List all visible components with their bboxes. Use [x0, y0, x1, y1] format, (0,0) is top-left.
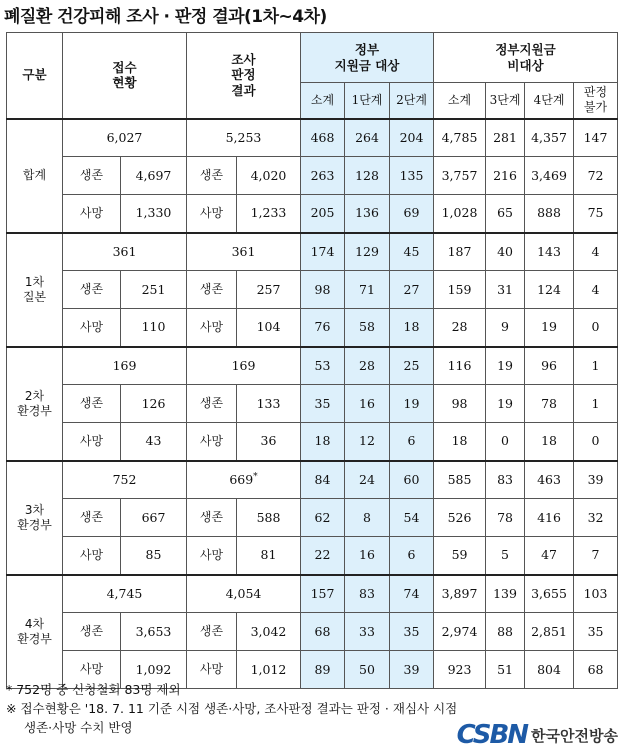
dead-label: 사망 — [63, 423, 121, 461]
judgment-alive: 133 — [237, 385, 301, 423]
judgment-total-value: 669 — [229, 472, 254, 488]
group-label: 3차 환경부 — [7, 461, 63, 575]
judgment-alive: 4,020 — [237, 157, 301, 195]
cell-g1: 58 — [345, 309, 390, 347]
cell-g1: 136 — [345, 195, 390, 233]
cell-g_sub: 68 — [301, 613, 345, 651]
reception-alive: 251 — [121, 271, 187, 309]
cell-n_sub: 187 — [434, 233, 486, 271]
cell-nu: 75 — [574, 195, 618, 233]
judgment-total — [187, 119, 301, 157]
footnote-1: * 752명 중 신청철회 83명 제외 — [6, 682, 181, 697]
cell-g2: 27 — [390, 271, 434, 309]
header-gov-support: 정부 지원금 대상 — [301, 33, 434, 83]
table-row — [7, 423, 618, 461]
dead-label: 사망 — [187, 423, 237, 461]
cell-n_sub: 28 — [434, 309, 486, 347]
reception-alive: 4,697 — [121, 157, 187, 195]
group-label: 합계 — [7, 119, 63, 233]
cell-g_sub: 62 — [301, 499, 345, 537]
cell-nu: 103 — [574, 575, 618, 613]
reception-total: 6,027 — [63, 119, 187, 157]
logo-name: 한국안전방송 — [531, 726, 618, 745]
cell-g2: 39 — [390, 651, 434, 689]
cell-n3: 31 — [486, 271, 525, 309]
cell-n4: 78 — [525, 385, 574, 423]
cell-g2: 135 — [390, 157, 434, 195]
cell-nu: 1 — [574, 385, 618, 423]
cell-g1: 16 — [345, 537, 390, 575]
cell-n_sub: 159 — [434, 271, 486, 309]
cell-n_sub: 923 — [434, 651, 486, 689]
header-judgment: 조사 판정 결과 — [187, 33, 301, 119]
cell-g2: 25 — [390, 347, 434, 385]
cell-g_sub: 22 — [301, 537, 345, 575]
header-stage3: 3단계 — [486, 83, 525, 119]
judgment-total-value: 361 — [231, 244, 256, 260]
reception-total: 4,745 — [63, 575, 187, 613]
cell-n_sub: 59 — [434, 537, 486, 575]
judgment-total-value: 5,253 — [225, 130, 262, 146]
cell-g2: 6 — [390, 423, 434, 461]
group-label: 2차 환경부 — [7, 347, 63, 461]
dead-label: 사망 — [63, 309, 121, 347]
cell-g1: 16 — [345, 385, 390, 423]
cell-nu: 4 — [574, 233, 618, 271]
table-body — [7, 119, 618, 689]
header-stage4: 4단계 — [525, 83, 574, 119]
cell-n4: 888 — [525, 195, 574, 233]
cell-n4: 804 — [525, 651, 574, 689]
alive-label: 생존 — [187, 157, 237, 195]
judgment-alive: 257 — [237, 271, 301, 309]
cell-n4: 124 — [525, 271, 574, 309]
header-undeterminable: 판정 불가 — [574, 83, 618, 119]
cell-g_sub: 205 — [301, 195, 345, 233]
dead-label: 사망 — [187, 309, 237, 347]
cell-g_sub: 98 — [301, 271, 345, 309]
table-row — [7, 537, 618, 575]
cell-n3: 216 — [486, 157, 525, 195]
footnote-2: ※ 접수현황은 '18. 7. 11 기준 시점 생존·사망, 조사판정 결과는 판정 · 재심사 시점 — [6, 701, 458, 716]
reception-alive: 126 — [121, 385, 187, 423]
judgment-total-value: 4,054 — [225, 586, 262, 602]
cell-g_sub: 18 — [301, 423, 345, 461]
cell-g1: 28 — [345, 347, 390, 385]
logo-mark: CSBN — [456, 720, 528, 750]
cell-nu: 35 — [574, 613, 618, 651]
cell-n3: 83 — [486, 461, 525, 499]
header-stage2: 2단계 — [390, 83, 434, 119]
cell-g_sub: 53 — [301, 347, 345, 385]
cell-g2: 6 — [390, 537, 434, 575]
cell-n4: 96 — [525, 347, 574, 385]
cell-n_sub: 98 — [434, 385, 486, 423]
judgment-total — [187, 347, 301, 385]
cell-g1: 8 — [345, 499, 390, 537]
table-row — [7, 233, 618, 271]
reception-alive: 3,653 — [121, 613, 187, 651]
cell-n3: 139 — [486, 575, 525, 613]
cell-n4: 3,469 — [525, 157, 574, 195]
cell-n4: 3,655 — [525, 575, 574, 613]
cell-g2: 35 — [390, 613, 434, 651]
reception-alive: 667 — [121, 499, 187, 537]
cell-g1: 83 — [345, 575, 390, 613]
reception-dead: 110 — [121, 309, 187, 347]
cell-g1: 71 — [345, 271, 390, 309]
cell-g_sub: 174 — [301, 233, 345, 271]
cell-g1: 33 — [345, 613, 390, 651]
reception-dead: 43 — [121, 423, 187, 461]
header-category: 구분 — [7, 33, 63, 119]
dead-label: 사망 — [63, 195, 121, 233]
reception-total: 169 — [63, 347, 187, 385]
cell-n4: 143 — [525, 233, 574, 271]
header-non-support: 정부지원금 비대상 — [434, 33, 618, 83]
cell-n4: 18 — [525, 423, 574, 461]
judgment-mark: * — [253, 471, 258, 482]
judgment-alive: 588 — [237, 499, 301, 537]
cell-n4: 416 — [525, 499, 574, 537]
cell-nu: 0 — [574, 423, 618, 461]
cell-n3: 19 — [486, 385, 525, 423]
table-row — [7, 309, 618, 347]
reception-dead: 85 — [121, 537, 187, 575]
broadcaster-logo — [457, 720, 618, 750]
dead-label: 사망 — [187, 537, 237, 575]
cell-g1: 24 — [345, 461, 390, 499]
judgment-dead: 104 — [237, 309, 301, 347]
cell-g1: 264 — [345, 119, 390, 157]
header-stage1: 1단계 — [345, 83, 390, 119]
cell-n3: 281 — [486, 119, 525, 157]
table-row — [7, 271, 618, 309]
alive-label: 생존 — [63, 157, 121, 195]
cell-nu: 0 — [574, 309, 618, 347]
cell-g1: 128 — [345, 157, 390, 195]
alive-label: 생존 — [63, 385, 121, 423]
footnotes — [6, 680, 457, 737]
table-row — [7, 119, 618, 157]
cell-g2: 18 — [390, 309, 434, 347]
dead-label: 사망 — [187, 651, 237, 689]
reception-dead: 1,092 — [121, 651, 187, 689]
cell-g_sub: 84 — [301, 461, 345, 499]
alive-label: 생존 — [63, 499, 121, 537]
judgment-dead: 1,012 — [237, 651, 301, 689]
cell-n3: 40 — [486, 233, 525, 271]
header-subtotal: 소계 — [301, 83, 345, 119]
table-row — [7, 461, 618, 499]
cell-g_sub: 35 — [301, 385, 345, 423]
cell-g1: 129 — [345, 233, 390, 271]
cell-g2: 54 — [390, 499, 434, 537]
reception-total: 361 — [63, 233, 187, 271]
alive-label: 생존 — [187, 271, 237, 309]
cell-n_sub: 3,757 — [434, 157, 486, 195]
cell-nu: 1 — [574, 347, 618, 385]
cell-g2: 19 — [390, 385, 434, 423]
table-row — [7, 157, 618, 195]
judgment-alive: 3,042 — [237, 613, 301, 651]
cell-n_sub: 4,785 — [434, 119, 486, 157]
cell-n_sub: 526 — [434, 499, 486, 537]
cell-n4: 2,851 — [525, 613, 574, 651]
cell-g_sub: 157 — [301, 575, 345, 613]
cell-n_sub: 1,028 — [434, 195, 486, 233]
cell-n4: 4,357 — [525, 119, 574, 157]
cell-g2: 204 — [390, 119, 434, 157]
alive-label: 생존 — [187, 385, 237, 423]
judgment-total-value: 169 — [231, 358, 256, 374]
alive-label: 생존 — [187, 613, 237, 651]
cell-n3: 9 — [486, 309, 525, 347]
cell-g2: 74 — [390, 575, 434, 613]
cell-n_sub: 2,974 — [434, 613, 486, 651]
cell-n3: 19 — [486, 347, 525, 385]
cell-g2: 60 — [390, 461, 434, 499]
dead-label: 사망 — [187, 195, 237, 233]
cell-g2: 45 — [390, 233, 434, 271]
dead-label: 사망 — [63, 537, 121, 575]
table-row — [7, 575, 618, 613]
cell-nu: 32 — [574, 499, 618, 537]
reception-dead: 1,330 — [121, 195, 187, 233]
dead-label: 사망 — [63, 651, 121, 689]
alive-label: 생존 — [63, 613, 121, 651]
alive-label: 생존 — [187, 499, 237, 537]
footnote-3: 생존·사망 수치 반영 — [24, 720, 133, 735]
cell-nu: 39 — [574, 461, 618, 499]
reception-total: 752 — [63, 461, 187, 499]
cell-n_sub: 585 — [434, 461, 486, 499]
cell-n3: 5 — [486, 537, 525, 575]
header-reception: 접수 현황 — [63, 33, 187, 119]
cell-n3: 88 — [486, 613, 525, 651]
alive-label: 생존 — [63, 271, 121, 309]
cell-n_sub: 3,897 — [434, 575, 486, 613]
judgment-total — [187, 575, 301, 613]
cell-n3: 78 — [486, 499, 525, 537]
page-title: 폐질환 건강피해 조사 · 판정 결과(1차~4차) — [4, 7, 327, 27]
cell-nu: 147 — [574, 119, 618, 157]
cell-n3: 65 — [486, 195, 525, 233]
cell-n4: 463 — [525, 461, 574, 499]
cell-g1: 12 — [345, 423, 390, 461]
results-table — [6, 32, 618, 689]
judgment-dead: 36 — [237, 423, 301, 461]
cell-nu: 68 — [574, 651, 618, 689]
cell-g_sub: 468 — [301, 119, 345, 157]
table-row — [7, 499, 618, 537]
table-row — [7, 347, 618, 385]
table-row — [7, 385, 618, 423]
cell-n3: 51 — [486, 651, 525, 689]
header-subtotal2: 소계 — [434, 83, 486, 119]
cell-g_sub: 76 — [301, 309, 345, 347]
cell-n_sub: 18 — [434, 423, 486, 461]
judgment-dead: 81 — [237, 537, 301, 575]
cell-nu: 7 — [574, 537, 618, 575]
group-label: 1차 질본 — [7, 233, 63, 347]
cell-n3: 0 — [486, 423, 525, 461]
cell-n4: 47 — [525, 537, 574, 575]
group-label: 4차 환경부 — [7, 575, 63, 689]
judgment-total — [187, 233, 301, 271]
cell-g_sub: 89 — [301, 651, 345, 689]
cell-nu: 72 — [574, 157, 618, 195]
cell-n4: 19 — [525, 309, 574, 347]
judgment-dead: 1,233 — [237, 195, 301, 233]
table-row — [7, 613, 618, 651]
judgment-total — [187, 461, 301, 499]
cell-g_sub: 263 — [301, 157, 345, 195]
cell-n_sub: 116 — [434, 347, 486, 385]
cell-g2: 69 — [390, 195, 434, 233]
cell-nu: 4 — [574, 271, 618, 309]
table-row — [7, 195, 618, 233]
cell-g1: 50 — [345, 651, 390, 689]
